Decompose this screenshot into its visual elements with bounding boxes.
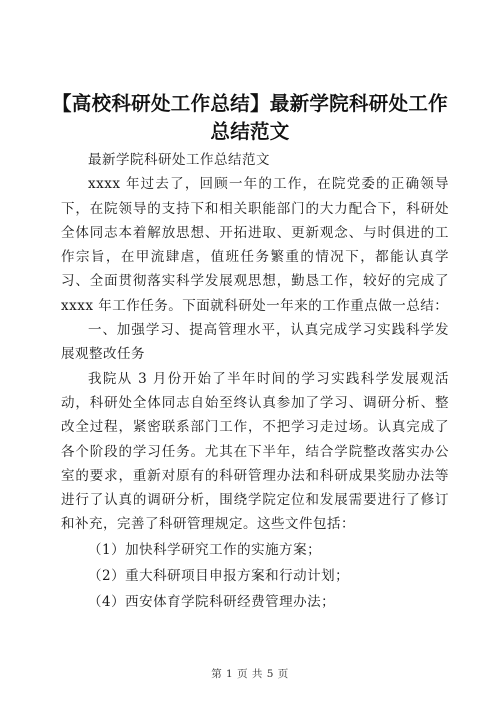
paragraph-intro: xxxx 年过去了，回顾一年的工作，在院党委的正确领导下，在院领导的支持下和相关职能部门的大力配合下，科研处全体同志本着解放思想、开拓进取、更新观念、与时俱进的工作宗旨，在甲流肆虐，值班任务繁重的情况下，都能认真学习、全面贯彻落实科学发展观思想，勤恳工作，较好的完成了 xxxx 年工作任务。下面就科研处一年来的工作重点做一总结：: [61, 176, 449, 314]
paragraph-section-1: 我院从 3 月份开始了半年时间的学习实践科学发展观活动，科研处全体同志自始至终认真参加了学习、调研分析、整改全过程，紧密联系部门工作，不把学习走过场。认真完成了各个阶段的学习任务。尤其在下半年，结合学院整改落实办公室的要求，重新对原有的科研管理办法和科研成果奖励办法等进行了认真的调研分析，围绕学院定位和发展需要进行了修订和补充，完善了科研管理规定。这些文件包括：: [61, 370, 449, 533]
section-heading-1: 一、加强学习、提高管理水平，认真完成学习实践科学发展观整改任务: [61, 322, 449, 363]
document-subtitle: 最新学院科研处工作总结范文: [88, 152, 270, 168]
document-body: [61, 148, 449, 615]
title-line-2: 总结范文: [210, 120, 290, 143]
page-footer: 第 1 页 共 5 页: [211, 668, 289, 680]
list-item: （1）加快科学研究工作的实施方案；: [88, 541, 322, 558]
title-line-1: 【高校科研处工作总结】最新学院科研处工作: [51, 92, 448, 115]
document-title: [40, 90, 460, 146]
list-item: （2）重大科研项目申报方案和行动计划；: [88, 567, 350, 584]
list-item: （4）西安体育学院科研经费管理办法；: [88, 593, 336, 610]
